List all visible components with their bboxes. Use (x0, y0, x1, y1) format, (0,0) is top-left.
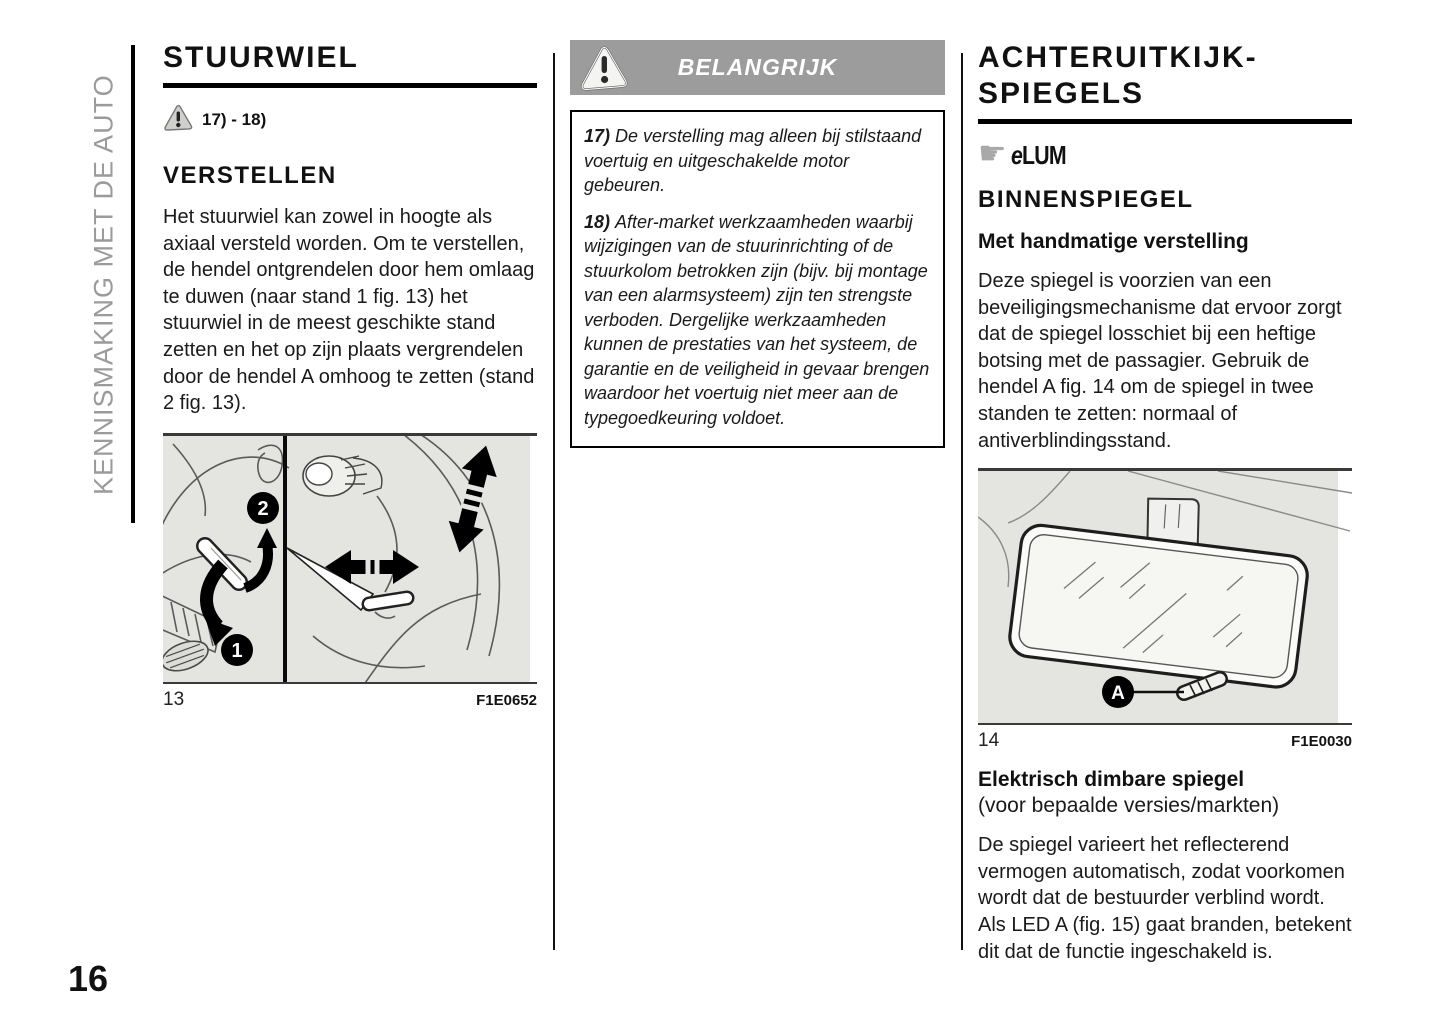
important-banner-label: BELANGRIJK (677, 54, 838, 80)
column-divider (553, 53, 555, 950)
important-banner (570, 40, 945, 95)
page-number: 16 (68, 958, 109, 999)
figure-14 (978, 468, 1352, 752)
figure-14-art (978, 468, 1352, 725)
warning-triangle-icon (163, 104, 193, 136)
subsection-title: VERSTELLEN (163, 162, 337, 189)
warning-refs: 17) - 18) (202, 110, 267, 129)
sidebar-rule (131, 45, 135, 523)
chapter-sidebar-label: KENNISMAKING MET DE AUTO (88, 74, 119, 496)
body-text: De spiegel varieert het reflecterend vermogen automatisch, zodat voorkomen wordt dat de bestuurder verblind wordt. Als LED A (fig. 15) gaat branden, betekent dit dat de functie ingeschakeld is. (978, 834, 1352, 963)
svg-text:2: 2 (257, 497, 269, 520)
section-title: ACHTERUITKIJK- SPIEGELS (978, 40, 1352, 124)
body-text: Deze spiegel is voorzien van een beveiligingsmechanisme dat ervoor zorgt dat de spiegel losschiet bij een heftige botsing met de passagier. Gebruik de hendel A fig. 14 om de spiegel in twee standen te zetten: normaal of antiverblindingsstand. (978, 270, 1342, 452)
section-title: STUURWIEL (163, 40, 537, 88)
figure-13-art (163, 433, 537, 684)
column-divider (961, 53, 963, 950)
note-17: 17) De verstelling mag alleen bij stilstaand voertuig en uitgeschakelde motor gebeuren. (584, 126, 922, 195)
elum-mark (978, 135, 1352, 172)
pointing-hand-icon: ☛ (978, 135, 1007, 171)
figure-code: F1E0652 (476, 691, 537, 709)
figure-number: 14 (978, 730, 1000, 752)
warning-reference-row (163, 104, 537, 136)
sub-subsection-title: Met handmatige verstelling (978, 230, 1249, 253)
figure-number: 13 (163, 688, 185, 710)
availability-note: (voor bepaalde versies/markten) (978, 794, 1280, 818)
elum-label: eLUM (1010, 139, 1066, 170)
note-18: 18) After-market werkzaamheden waarbij wijzigingen van de stuurinrichting of de stuurkolom betrokken zijn (bijv. bij montage van een alarmsysteem) zijn ten strengste verboden. Dergelijke werkzaamheden kunnen de prestaties van het systeem, de garantie en de veiligheid in gevaar brengen waardoor het voertuig niet meer aan de typegoedkeuring voldoet. (584, 211, 930, 428)
figure-code: F1E0030 (1291, 733, 1352, 751)
svg-text:A: A (1111, 683, 1125, 705)
column-achteruitkijkspiegels (978, 40, 1352, 965)
subsection-title: BINNENSPIEGEL (978, 186, 1194, 213)
svg-text:1: 1 (231, 639, 243, 662)
important-notes-box (570, 110, 945, 448)
column-stuurwiel (163, 40, 537, 711)
figure-13 (163, 433, 537, 711)
body-text: Het stuurwiel kan zowel in hoogte als axiaal versteld worden. Om te verstellen, de hendel ontgrendelen door hem omlaag te duwen (naar stand 1 fig. 13) het stuurwiel in de meest geschikte stand zetten en het op zijn plaats vergrendelen door de hendel A omhoog te zetten (stand 2 fig. 13). (163, 206, 535, 415)
column-belangrijk (570, 40, 945, 448)
sub-subsection-title: Elektrisch dimbare spiegel (978, 768, 1245, 792)
